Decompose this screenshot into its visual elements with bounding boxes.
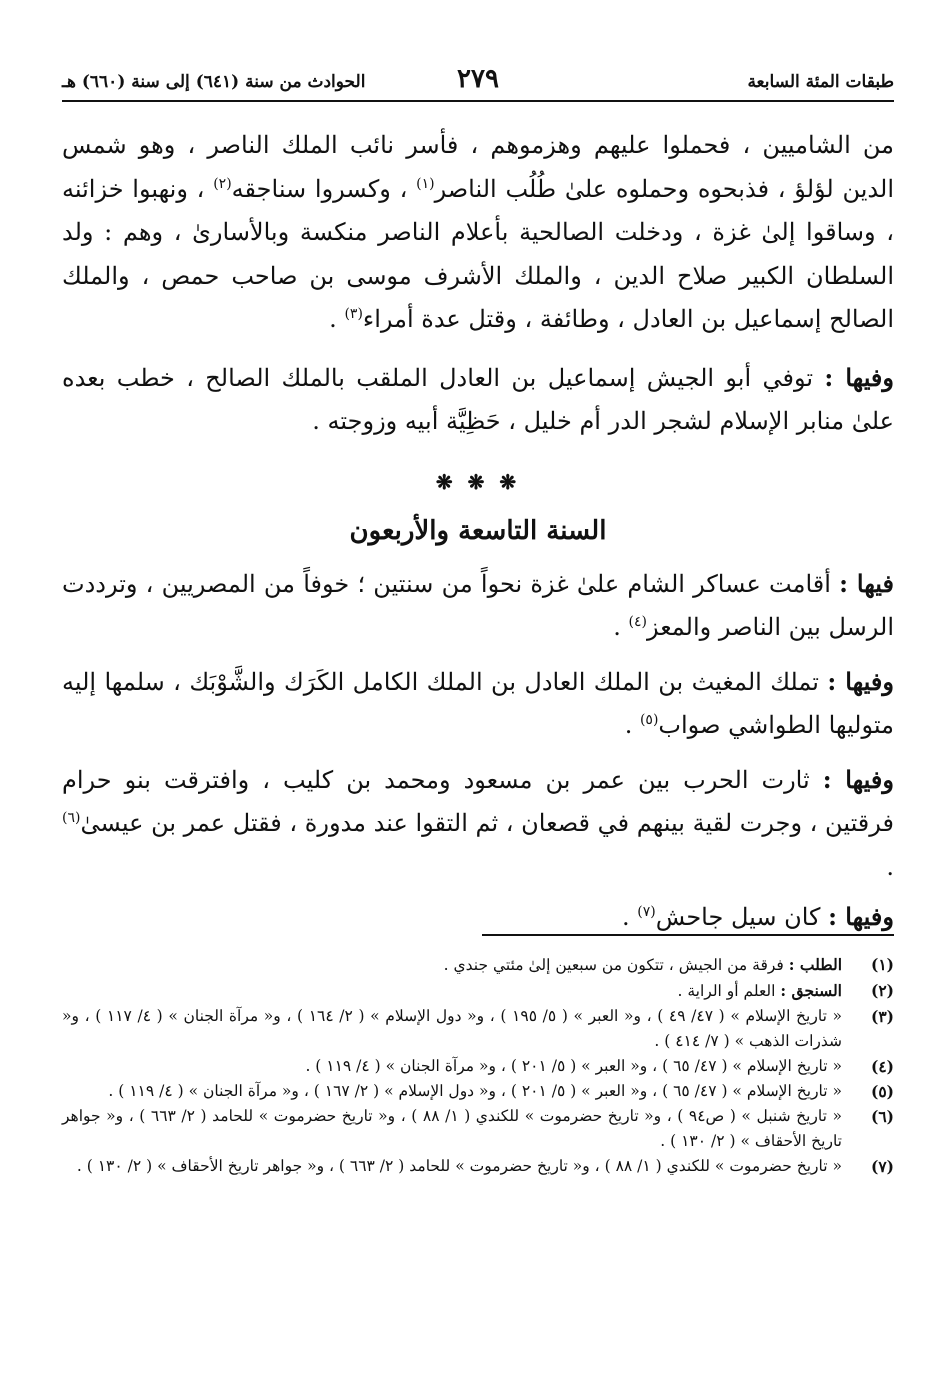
paragraph-end: .: [329, 305, 345, 333]
footnote-lead: السنجق :: [780, 981, 842, 1000]
footnote-ref-7[interactable]: (٧): [637, 904, 656, 920]
paragraph-lead: وفيها :: [827, 666, 894, 696]
book-page: [62, 56, 894, 1176]
footnote-number: (٦): [870, 1107, 894, 1126]
section-divider: ❋ ❋ ❋: [435, 469, 521, 494]
paragraph-gaza: [62, 562, 894, 650]
paragraph-text: ، ونهبوا خزائنه ، وساقوا إلىٰ غزة ، ودخلت الصالحية بأعلام الناصر منكسة وبالأسارىٰ ، وهم : ولد السلطان الكبير صلاح الدين ، والملك الأشرف موسى بن صاحب حمص ، والملك الصالح إسماعيل بن العادل ، وطائفة ، وقتل عدة أمراء: [62, 174, 894, 333]
paragraph-lead: فيها :: [839, 568, 894, 598]
page-number: ٢٧٩: [457, 64, 499, 94]
paragraph-text: ، وكسروا سناجقه: [231, 174, 417, 203]
paragraph-karak: [62, 660, 894, 748]
paragraph-continuation: [62, 124, 894, 342]
footnote-text: « تاريخ الإسلام » ( ٤٧/ ٦٥ ) ، و« العبر » ( ٥/ ٢٠١ ) ، و« مرآة الجنان » ( ٤/ ١١٩ ) .: [305, 1057, 842, 1075]
footnote-text: « تاريخ شنبل » ( ص٩٤ ) ، و« تاريخ حضرموت » للكندي ( ١/ ٨٨ ) ، و« تاريخ حضرموت » للحامد ( ٢/ ٦٦٣ ) ، و« جواهر تاريخ الأحقاف » ( ٢/ ١٣٠ ) .: [62, 1107, 842, 1150]
paragraph-text: كان سيل جاحش: [655, 903, 829, 931]
footnote-ref-6[interactable]: (٦): [62, 810, 81, 826]
footnote-ref-2[interactable]: (٢): [213, 175, 232, 192]
running-title-right: طبقات المئة السابعة: [747, 72, 894, 92]
paragraph-text: ثارت الحرب بين عمر بن مسعود ومحمد بن كليب ، وافترقت بنو حرام فرقتين ، وجرت لقية بينهم في قصعان ، ثم التقوا عند مدورة ، فقتل عمر بن عيسىٰ: [62, 765, 894, 837]
footnote-number: (٧): [870, 1157, 894, 1176]
footnote-text: « تاريخ الإسلام » ( ٤٧/ ٤٩ ) ، و« العبر » ( ٥/ ١٩٥ ) ، و« دول الإسلام » ( ٢/ ١٦٤ ) ، و« مرآة الجنان » ( ٤/ ١١٧ ) ، و« شذرات الذهب » ( ٧/ ٤١٤ ) .: [62, 1007, 842, 1050]
paragraph-end: .: [624, 711, 640, 739]
paragraph-death-ismail: [62, 356, 894, 444]
footnote-item: [62, 1154, 894, 1179]
footnote-ref-1[interactable]: (١): [416, 175, 435, 192]
paragraph-text: توفي أبو الجيش إسماعيل بن العادل الملقب بالملك الصالح ، خطب بعده علىٰ منابر الإسلام لشجر الدر أم خليل ، حَظِيَّة أبيه وزوجته .: [62, 363, 894, 435]
footnote-item: [62, 1054, 894, 1079]
footnote-number: (٤): [870, 1057, 894, 1076]
paragraph-end: .: [886, 852, 894, 881]
page-header: [62, 56, 894, 102]
footnote-text: فرقة من الجيش ، تتكون من سبعين إلىٰ مئتي جندي .: [443, 956, 789, 974]
footnote-text: « تاريخ الإسلام » ( ٤٧/ ٦٥ ) ، و« العبر » ( ٥/ ٢٠١ ) ، و« دول الإسلام » ( ٢/ ١٦٧ ) ، و« مرآة الجنان » ( ٤/ ١١٩ ) .: [108, 1082, 842, 1100]
footnotes: [62, 952, 894, 1179]
paragraph-flood: [62, 895, 894, 940]
paragraph-lead: وفيها :: [824, 362, 894, 392]
footnote-item: [62, 978, 894, 1004]
footnote-text: العلم أو الراية .: [677, 982, 781, 1000]
footnote-number: (٢): [870, 981, 894, 1000]
footnote-ref-3[interactable]: (٣): [344, 306, 363, 322]
paragraph-lead: وفيها :: [822, 764, 894, 794]
running-title-left: الحوادث من سنة (٦٤١) إلى سنة (٦٦٠) هـ: [62, 72, 366, 92]
footnote-item: [62, 1104, 894, 1154]
paragraph-end: .: [613, 613, 629, 641]
paragraph-lead: وفيها :: [828, 902, 894, 931]
footnote-item: [62, 952, 894, 978]
paragraph-text: أقامت عساكر الشام علىٰ غزة نحواً من سنتين ؛ خوفاً من المصريين ، وترددت الرسل بين الناصر والمعز: [62, 569, 894, 641]
footnote-number: (٥): [870, 1082, 894, 1101]
footnote-number: (١): [870, 955, 894, 974]
paragraph-end: .: [622, 903, 638, 931]
paragraph-war: [62, 758, 894, 890]
footnote-item: [62, 1079, 894, 1104]
paragraph-text: تملك المغيث بن الملك العادل بن الملك الكامل الكَرَك والشَّوْبَك ، سلمها إليه متوليها الطواشي صواب: [62, 667, 894, 739]
footnote-text: « تاريخ حضرموت » للكندي ( ١/ ٨٨ ) ، و« تاريخ حضرموت » للحامد ( ٢/ ٦٦٣ ) ، و« جواهر تاريخ الأحقاف » ( ٢/ ١٣٠ ) .: [76, 1157, 842, 1175]
footnote-item: [62, 1004, 894, 1054]
footnote-number: (٣): [870, 1007, 894, 1026]
footnote-separator: [482, 934, 894, 936]
footnote-ref-5[interactable]: (٥): [639, 712, 659, 728]
footnote-ref-4[interactable]: (٤): [628, 614, 647, 630]
section-title: السنة التاسعة والأربعون: [349, 515, 607, 546]
footnote-lead: الطلب :: [788, 955, 842, 974]
paragraph-text: من الشاميين ، فحملوا عليهم وهزموهم ، فأسر نائب الملك الناصر ، وهو شمس الدين لؤلؤ ، فذبحوه وحملوه علىٰ طُلُب الناصر: [62, 131, 894, 203]
